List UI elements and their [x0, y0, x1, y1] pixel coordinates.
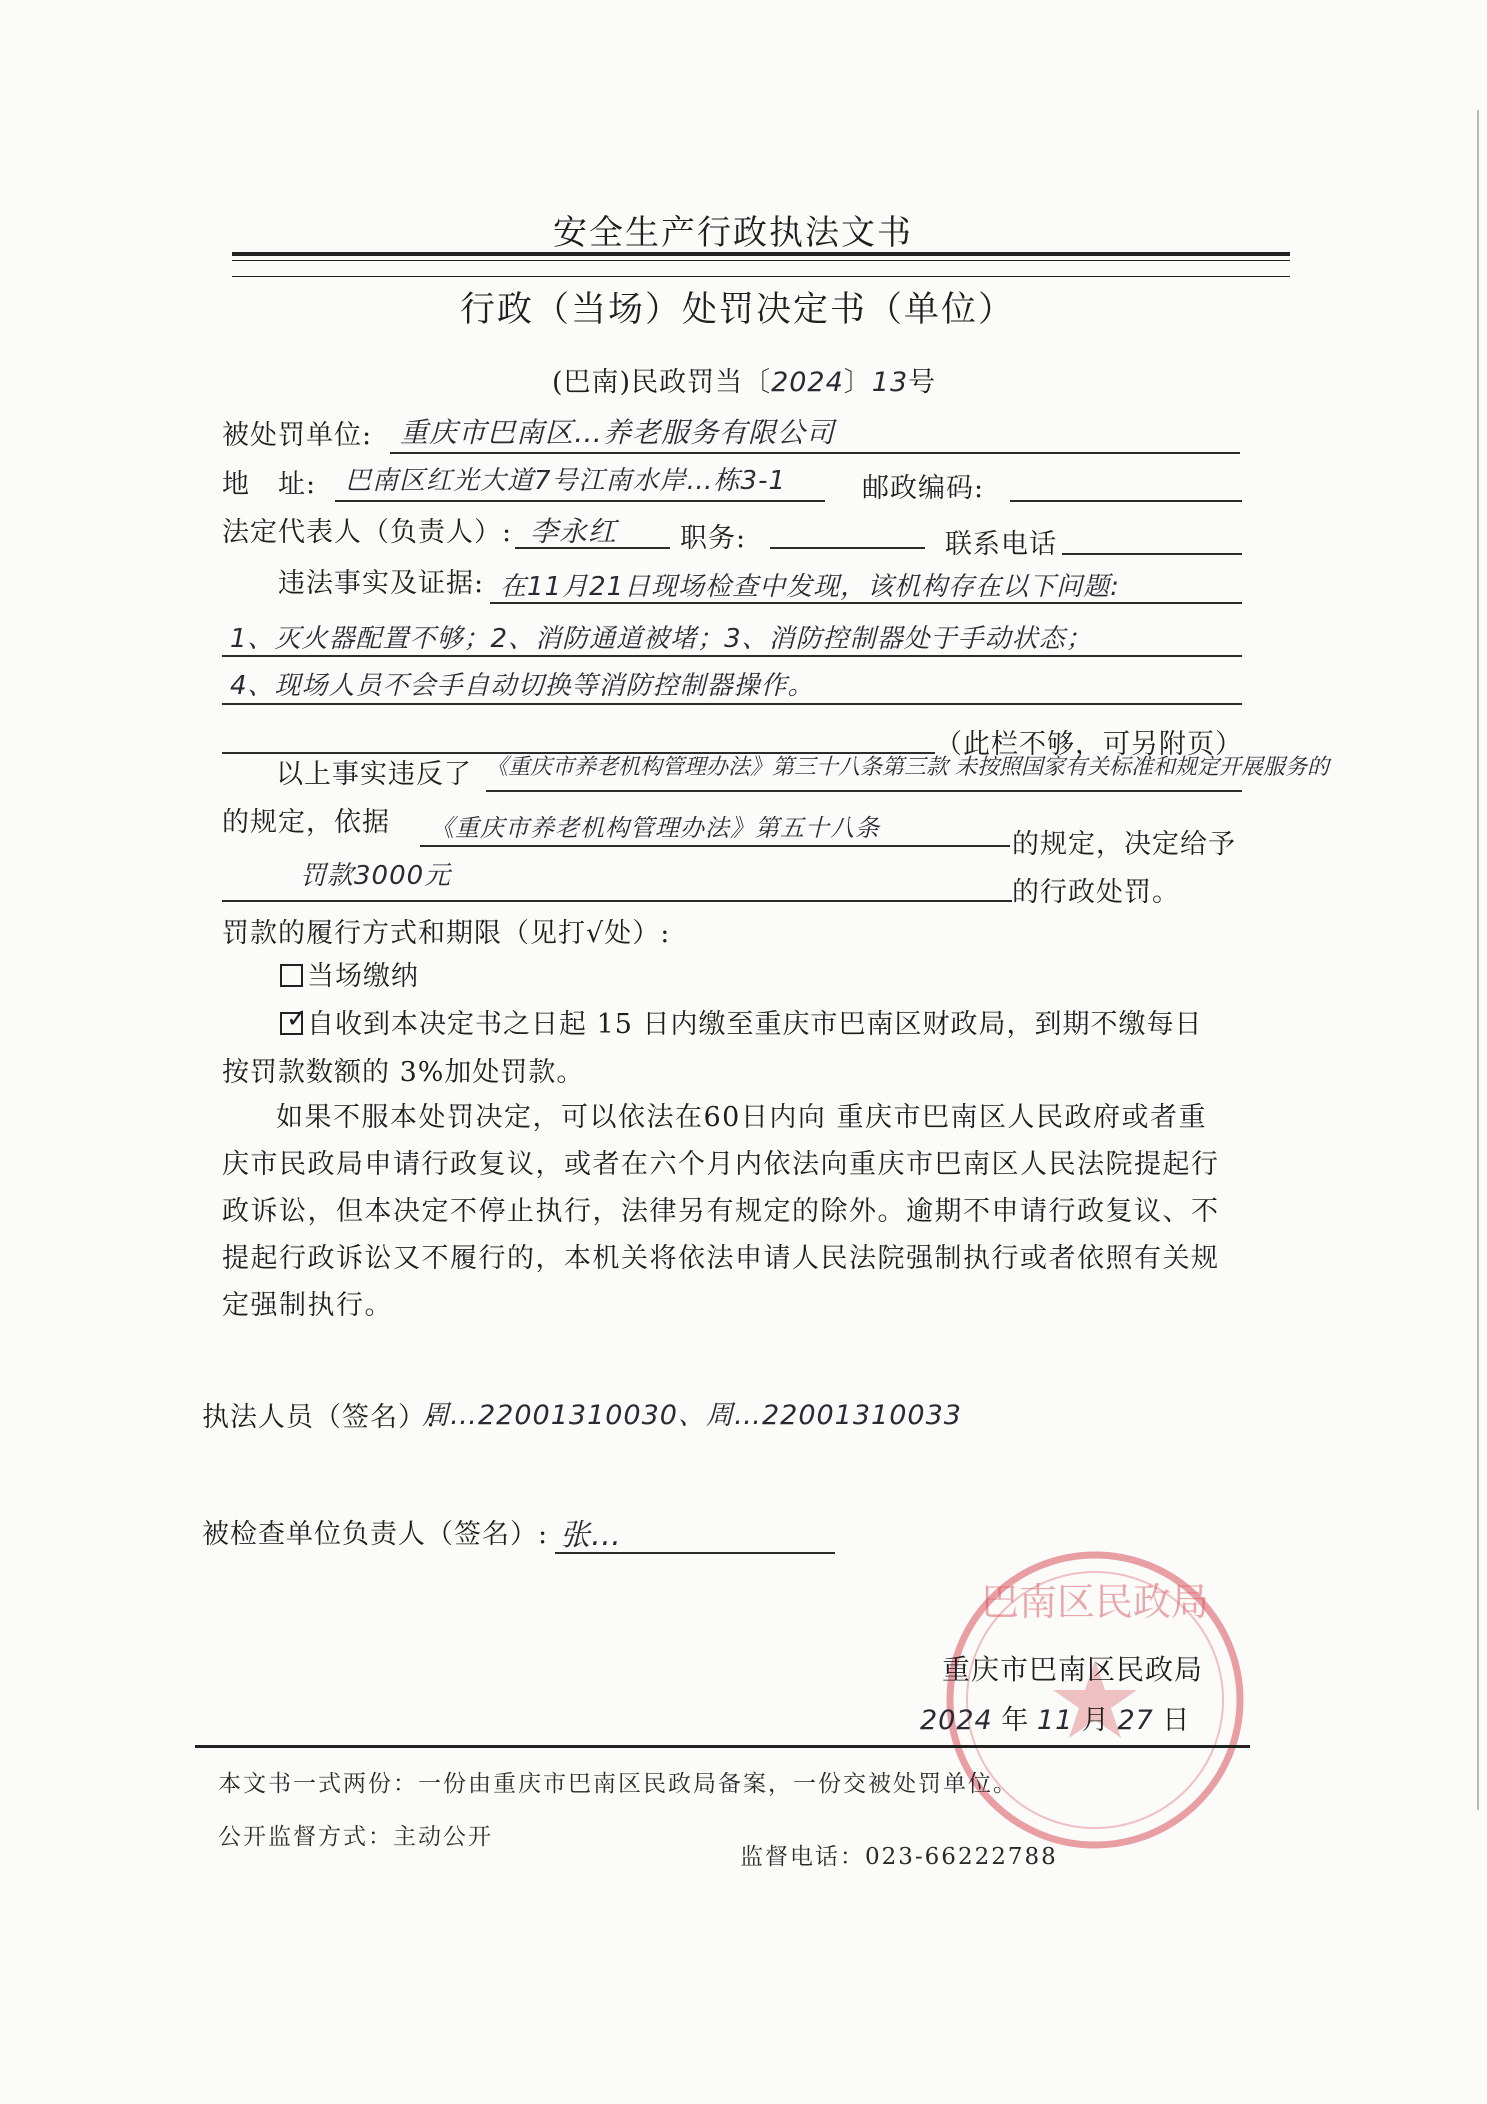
facts-line-3: 4、现场人员不会手自动切换等消防控制器操作。 — [230, 671, 815, 701]
doc-number: (巴南)民政罚当〔2024〕13号 — [552, 367, 937, 398]
officers-signature: 周…22001310030、周…22001310033 — [422, 1400, 962, 1431]
payment-option-bank: ✓ 自收到本决定书之日起 15 日内缴至重庆市巴南区财政局，到期不缴每日 — [280, 1002, 1203, 1041]
penalty-value: 罚款3000元 — [300, 861, 452, 891]
phone-underline — [1062, 553, 1242, 555]
address-value: 巴南区红光大道7号江南水岸…栋3-1 — [345, 466, 787, 496]
penalty-suffix: 的行政处罚。 — [1012, 877, 1180, 908]
officers-label: 执法人员（签名）: — [202, 1402, 437, 1433]
supervision-phone: 监督电话：023-66222788 — [740, 1844, 1058, 1870]
appeal-line-1: 如果不服本处罚决定，可以依法在60日内向 重庆市巴南区人民政府或者重 — [276, 1102, 1207, 1133]
payment-heading: 罚款的履行方式和期限（见打√处）: — [222, 918, 671, 949]
issue-date: 2024 年 11 月 27 日 — [920, 1705, 1190, 1736]
facts-underline-2 — [222, 655, 1242, 657]
issuing-authority: 重庆市巴南区民政局 — [942, 1653, 1204, 1686]
appeal-line-4: 提起行政诉讼又不履行的，本机关将依法申请人民法院强制执行或者依照有关规 — [222, 1243, 1220, 1274]
check-mark-icon: ✓ — [286, 1004, 309, 1034]
position-underline — [770, 547, 925, 549]
inspected-signature: 张… — [560, 1518, 622, 1553]
unit-label: 被处罚单位: — [222, 420, 373, 451]
basis-suffix: 的规定，决定给予 — [1012, 829, 1236, 860]
appeal-line-2: 庆市民政局申请行政复议，或者在六个月内依法向重庆市巴南区人民法院提起行 — [222, 1149, 1220, 1180]
penalty-underline — [222, 900, 1012, 902]
facts-note: （此栏不够，可另附页） — [935, 729, 1243, 760]
basis-underline — [420, 845, 1010, 847]
unit-underline — [390, 452, 1240, 454]
phone-label: 联系电话 — [945, 529, 1057, 560]
seal-text: 巴南区民政局 — [980, 1580, 1210, 1624]
facts-underline-3 — [222, 703, 1242, 705]
facts-line-2: 1、灭火器配置不够；2、消防通道被堵；3、消防控制器处于手动状态； — [230, 624, 1093, 654]
violated-underline — [486, 790, 1242, 792]
doc-title: 行政（当场）处罚决定书（单位） — [460, 290, 1016, 330]
postcode-label: 邮政编码: — [862, 473, 985, 504]
facts-underline-1 — [490, 602, 1242, 604]
legal-rep-value: 李永红 — [530, 515, 618, 548]
copies-note: 本文书一式两份：一份由重庆市巴南区民政局备案，一份交被处罚单位。 — [218, 1771, 1018, 1797]
payment-option-bank-cont: 按罚款数额的 3%加处罚款。 — [222, 1057, 585, 1088]
appeal-line-5: 定强制执行。 — [222, 1290, 393, 1321]
checkbox-onsite — [280, 964, 303, 987]
page-edge — [1477, 110, 1487, 1810]
position-label: 职务: — [680, 523, 747, 554]
inspected-underline — [555, 1552, 835, 1554]
basis-prefix: 的规定，依据 — [222, 807, 390, 838]
legal-rep-underline — [515, 547, 670, 549]
inspected-label: 被检查单位负责人（签名）: — [202, 1519, 549, 1550]
facts-line-1: 在11月21日现场检查中发现，该机构存在以下问题: — [500, 572, 1120, 602]
basis-value: 《重庆市养老机构管理办法》第五十八条 — [430, 814, 880, 842]
appeal-line-3: 政诉讼，但本决定不停止执行，法律另有规定的除外。逾期不申请行政复议、不 — [222, 1196, 1220, 1227]
header-rule-thin — [232, 260, 1290, 261]
checkbox-bank — [280, 1004, 309, 1035]
facts-label: 违法事实及证据: — [278, 568, 485, 599]
legal-rep-label: 法定代表人（负责人）: — [222, 517, 513, 548]
violated-value: 《重庆市养老机构管理办法》第三十八条第三款 未按照国家有关标准和规定开展服务的 — [486, 755, 1329, 780]
violated-prefix: 以上事实违反了 — [276, 759, 472, 790]
header-rule-thick — [232, 252, 1290, 256]
postcode-underline — [1010, 500, 1242, 502]
payment-option-onsite: 当场缴纳 — [280, 954, 419, 993]
doc-series-title: 安全生产行政执法文书 — [553, 213, 913, 253]
footer-rule-top — [195, 1745, 1250, 1748]
disclosure-method: 公开监督方式：主动公开 — [218, 1824, 493, 1850]
address-underline — [335, 500, 825, 502]
header-rule-thin-2 — [232, 276, 1290, 277]
address-label: 地 址: — [222, 469, 317, 500]
unit-value: 重庆市巴南区…养老服务有限公司 — [400, 416, 836, 449]
